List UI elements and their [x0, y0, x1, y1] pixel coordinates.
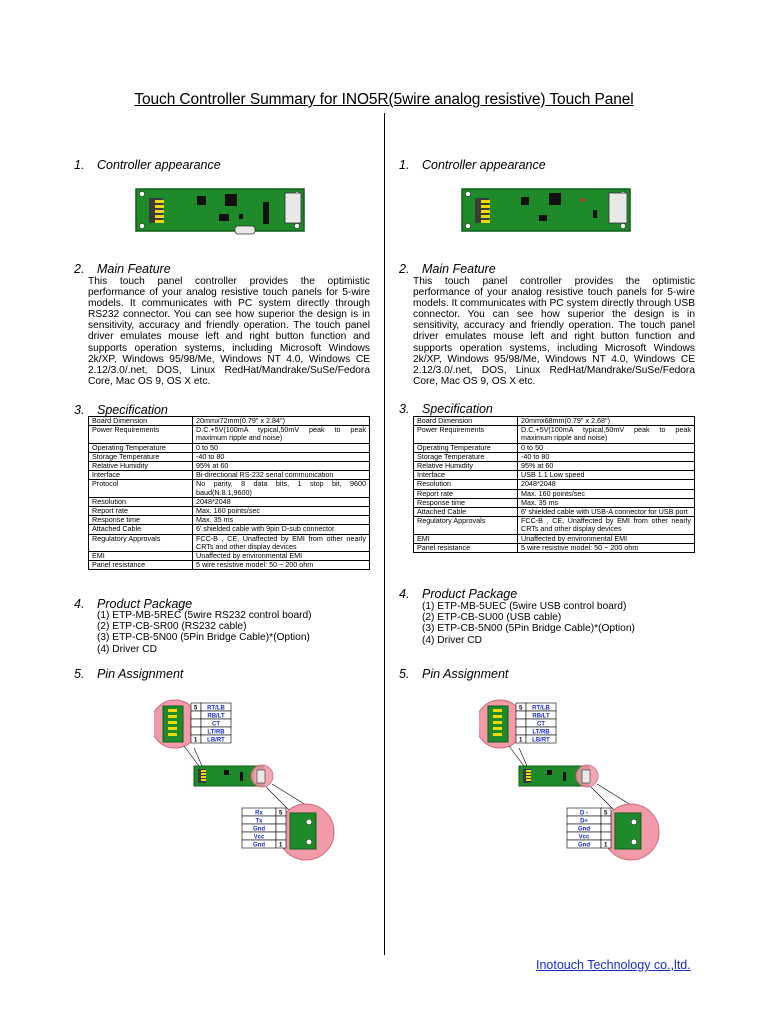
- table-row: Board Dimension 20mmx72mm(0.79" x 2.84"): [89, 417, 370, 426]
- list-item: (1) ETP-MB-5UEC (5wire USB control board): [422, 601, 627, 612]
- pin-number: 5: [604, 810, 608, 817]
- pin-number: 5: [194, 705, 198, 712]
- pin-number: 1: [194, 737, 198, 744]
- pin-label: D -: [580, 810, 588, 817]
- table-row: Panel resistance 5 wire resistive model: 50 ~ 200 ohm: [414, 543, 695, 552]
- usb-column: [399, 0, 699, 1024]
- list-item: (3) ETP-CB-5N00 (5Pin Bridge Cable)*(Option): [97, 632, 310, 644]
- section-feature-heading: 2. Main Feature: [399, 262, 496, 276]
- table-row: Relative Humidity 95% at 60: [414, 462, 695, 471]
- pin-label: LT/RB: [207, 729, 225, 736]
- section-pins-heading: 5. Pin Assignment: [74, 667, 184, 681]
- section-feature-heading: 2. Main Feature: [74, 262, 171, 276]
- table-row: Report rate Max. 160 points/sec: [89, 507, 370, 516]
- section-spec-heading: 3. Specification: [74, 403, 168, 417]
- table-row: Report rate Max. 160 points/sec: [414, 489, 695, 498]
- pin-number: 5: [279, 810, 283, 817]
- table-row: Board Dimension 20mmx68mm(0.79" x 2.68"): [414, 417, 695, 426]
- pin-label: Vcc: [578, 834, 590, 841]
- pin-label: LB/RT: [532, 737, 550, 744]
- section-appearance-heading: 1. Controller appearance: [74, 158, 221, 172]
- list-item: (2) ETP-CB-SR00 (RS232 cable): [97, 621, 247, 633]
- feature-text: This touch panel controller provides the optimistic performance of your analog resistive touch panels for 5-wire models. It communicates with PC system directly through USB connector. You can see how superior the design is in sensitivity, accuracy and friendly operation. The touch panel driver emulates mouse left and right button function and supports operation systems, including Microsoft Windows 2k/XP, Windows 95/98/Me, Windows NT 4.0, Windows CE 2.12/3.0/.net, DOS, Linux RedHat/Mandrake/SuSe/Fedora Core, Mac OS 9, OS X etc.: [413, 276, 695, 387]
- table-row: Attached Cable 6' shielded cable with 9pin D-sub connector: [89, 525, 370, 534]
- section-package-heading: 4. Product Package: [399, 587, 518, 601]
- table-row: Interface USB 1.1 Low speed: [414, 471, 695, 480]
- table-row: Regulatory Approvals FCC-B , CE, Unaffected by EMI from other nearly CRTs and other display devices: [89, 534, 370, 551]
- pin-label: RT/LB: [207, 705, 225, 712]
- pin-label: D+: [580, 818, 588, 825]
- table-row: Protocol No parity, 8 data bits, 1 stop bit, 9600 baud(N.8.1,9600): [89, 480, 370, 497]
- rs232-column: [74, 0, 374, 1024]
- package-list: [97, 610, 312, 655]
- pin-number: 1: [604, 842, 608, 849]
- pin-label: Gnd: [578, 842, 590, 849]
- section-pins-heading: 5. Pin Assignment: [399, 667, 509, 681]
- spec-table: [88, 416, 370, 570]
- document-title: Touch Controller Summary for INO5R(5wire analog resistive) Touch Panel: [134, 91, 634, 108]
- table-row: Resolution 2048*2048: [89, 497, 370, 506]
- table-row: Regulatory Approvals FCC-B , CE, Unaffected by EMI from other nearly CRTs and other display devices: [414, 517, 695, 534]
- list-item: (3) ETP-CB-5N00 (5Pin Bridge Cable)*(Option): [422, 623, 635, 635]
- table-row: Panel resistance 5 wire resistive model: 50 ~ 200 ohm: [89, 561, 370, 570]
- pin-label: CT: [212, 721, 220, 728]
- pin-label: Gnd: [253, 842, 265, 849]
- pin-label: LB/RT: [207, 737, 225, 744]
- pin-label: Gnd: [253, 826, 265, 833]
- table-row: Operating Temperature 0 to 50: [414, 443, 695, 452]
- feature-text: This touch panel controller provides the optimistic performance of your analog resistive touch panels for 5-wire models. It communicates with PC system directly through RS232 connector. You can see how superior the design is in sensitivity, accuracy and friendly operation. The touch panel driver emulates mouse left and right button function and supports operation systems, including Microsoft Windows 2k/XP, Windows 95/98/Me, Windows NT 4.0, Windows CE 2.12/3.0/.net, DOS, Linux RedHat/Mandrake/SuSe/Fedora Core, Mac OS 9, OS X etc.: [88, 276, 370, 387]
- pin-label: RB/LT: [532, 713, 550, 720]
- pin-label: RB/LT: [207, 713, 225, 720]
- usb-board-image: [461, 188, 631, 236]
- pin-number: 1: [279, 842, 283, 849]
- table-row: Power Requirements D.C.+5V(100mA typical,50mV peak to peak maximum ripple and noise): [414, 426, 695, 443]
- table-row: EMI Unaffected by environmental EMI: [89, 552, 370, 561]
- column-divider: [384, 113, 385, 955]
- section-spec-heading: 3. Specification: [399, 402, 493, 416]
- table-row: Storage Temperature -40 to 80: [414, 452, 695, 461]
- spec-table: [413, 416, 695, 553]
- pin-label: Gnd: [578, 826, 590, 833]
- table-row: Interface Bi-directional RS-232 serial communication: [89, 471, 370, 480]
- table-row: Relative Humidity 95% at 60: [89, 462, 370, 471]
- pin-label: CT: [537, 721, 545, 728]
- company-link[interactable]: Inotouch Technology co.,ltd.: [536, 958, 691, 972]
- list-item: (4) Driver CD: [97, 643, 157, 655]
- usb-pin-diagram: [479, 690, 679, 870]
- list-item: (4) Driver CD: [422, 634, 482, 646]
- list-item: (2) ETP-CB-SU00 (USB cable): [422, 612, 562, 624]
- rs232-pin-diagram: [154, 690, 354, 870]
- pin-label: Tx: [255, 818, 263, 825]
- table-row: Power Requirements D.C.+5V(100mA typical,50mV peak to peak maximum ripple and noise): [89, 426, 370, 443]
- pin-label: Vcc: [253, 834, 265, 841]
- rs232-board-image: [135, 188, 305, 236]
- pin-label: RT/LB: [532, 705, 550, 712]
- table-row: Attached Cable 6' shielded cable with USB-A connector for USB port: [414, 508, 695, 517]
- pin-number: 5: [519, 705, 523, 712]
- section-appearance-heading: 1. Controller appearance: [399, 158, 546, 172]
- list-item: (1) ETP-MB-5REC (5wire RS232 control board): [97, 610, 312, 621]
- pin-label: Rx: [255, 810, 263, 817]
- pin-number: 1: [519, 737, 523, 744]
- package-list: [422, 601, 635, 646]
- section-package-heading: 4. Product Package: [74, 597, 193, 611]
- table-row: Storage Temperature -40 to 80: [89, 452, 370, 461]
- pin-label: LT/RB: [532, 729, 550, 736]
- table-row: Operating Temperature 0 to 50: [89, 443, 370, 452]
- table-row: EMI Unaffected by environmental EMI: [414, 534, 695, 543]
- table-row: Resolution 2048*2048: [414, 480, 695, 489]
- table-row: Response time Max. 35 ms: [89, 516, 370, 525]
- table-row: Response time Max. 35 ms: [414, 498, 695, 507]
